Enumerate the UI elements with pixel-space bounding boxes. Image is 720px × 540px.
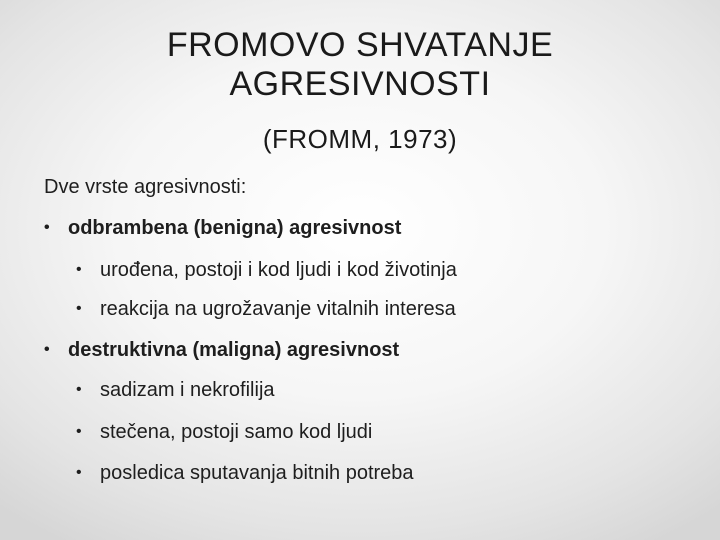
list-item-text: sadizam i nekrofilija [100,379,275,401]
list-item-acquired [76,420,372,444]
list-item-reaction [76,297,456,321]
slide-subtitle: (FROMM, 1973) [262,124,458,154]
list-item-consequence [76,461,414,485]
bullet-icon: • [44,341,50,358]
list-item-text: odbrambena (benigna) agresivnost [68,217,402,239]
list-item-benign [44,216,401,240]
slide-title [0,26,720,104]
list-item-text: posledica sputavanja bitnih potreba [100,462,414,484]
title-line-1: FROMOVO SHVATANJE [166,26,554,64]
bullet-icon: • [44,219,50,236]
intro-text: Dve vrste agresivnosti: [44,176,247,198]
bullet-icon: • [76,464,82,481]
list-item-innate [76,258,457,282]
title-line-2: AGRESIVNOSTI [229,65,491,103]
bullet-icon: • [76,423,82,440]
list-item-text: urođena, postoji i kod ljudi i kod životinja [100,259,457,281]
list-item-text: destruktivna (maligna) agresivnost [68,339,400,361]
bullet-icon: • [76,300,82,317]
list-item-sadism [76,378,275,402]
list-item-text: reakcija na ugrožavanje vitalnih interesa [100,298,456,320]
list-item-text: stečena, postoji samo kod ljudi [100,421,373,443]
bullet-icon: • [76,381,82,398]
bullet-icon: • [76,261,82,278]
list-item-destructive [44,338,399,362]
